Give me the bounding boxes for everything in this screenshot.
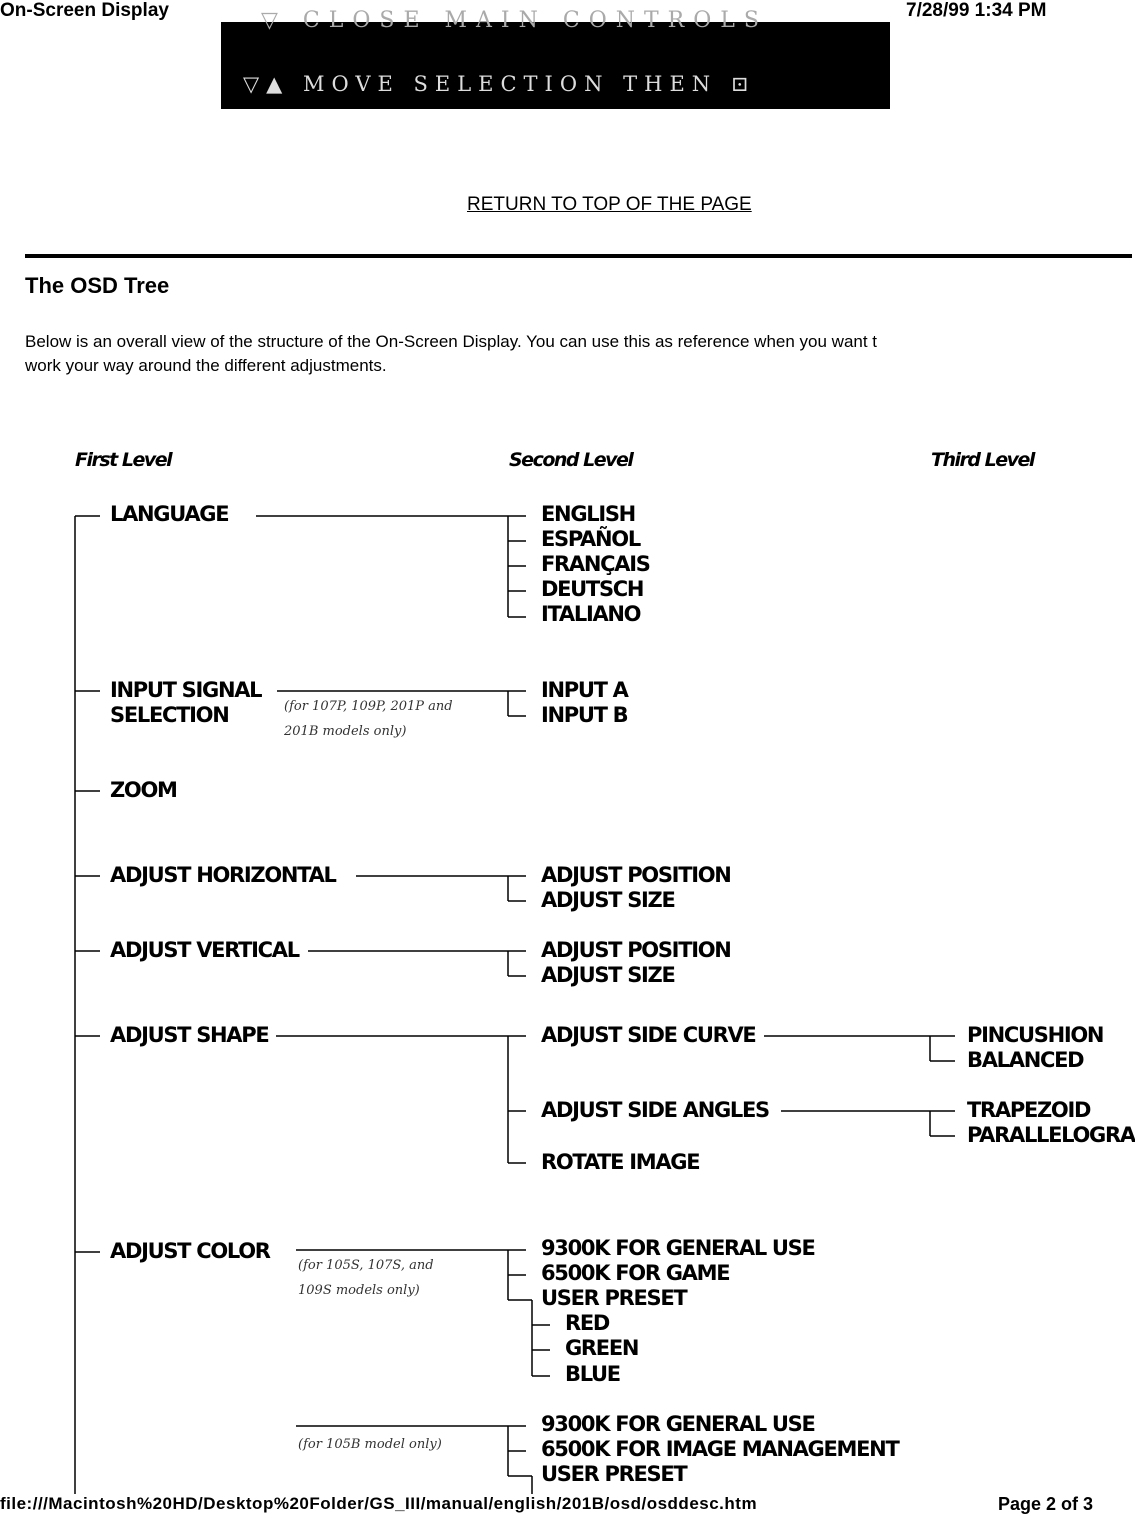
tree-item-francais: FRANÇAIS	[541, 552, 650, 576]
tree-item-adjust-horizontal: ADJUST HORIZONTAL	[110, 863, 336, 887]
tree-item-pincushion: PINCUSHION	[967, 1023, 1104, 1047]
tree-item-9300k-b: 9300K FOR GENERAL USE	[541, 1412, 815, 1436]
tree-item-side-curve: ADJUST SIDE CURVE	[541, 1023, 756, 1047]
banner-line-2: ▽▲ MOVE SELECTION THEN ⊡	[243, 72, 756, 96]
tree-item-balanced: BALANCED	[967, 1048, 1084, 1072]
tree-item-parallelogram: PARALLELOGRA	[967, 1123, 1135, 1147]
tree-item-v-size: ADJUST SIZE	[541, 963, 675, 987]
tree-item-italiano: ITALIANO	[541, 602, 641, 626]
intro-line-2: work your way around the different adjustments.	[25, 356, 387, 375]
color-note-line-2: 109S models only)	[298, 1283, 420, 1298]
tree-item-deutsch: DEUTSCH	[541, 577, 644, 601]
tree-item-language: LANGUAGE	[110, 502, 229, 526]
tree-item-input-b: INPUT B	[541, 703, 628, 727]
tree-item-input-selection: SELECTION	[110, 703, 229, 727]
input-note-line-2: 201B models only)	[284, 724, 407, 739]
tree-item-espanol: ESPAÑOL	[541, 527, 640, 551]
return-to-top-link[interactable]: RETURN TO TOP OF THE PAGE	[467, 194, 752, 215]
window-title: On-Screen Display	[0, 0, 169, 21]
third-level-heading: Third Level	[931, 449, 1034, 471]
second-level-heading: Second Level	[509, 449, 633, 471]
footer-file-path: file:///Macintosh%20HD/Desktop%20Folder/GS_III/manual/english/201B/osd/osddesc.htm	[0, 1494, 758, 1513]
color-note-model-b: (for 105B model only)	[298, 1437, 442, 1452]
tree-item-rotate-image: ROTATE IMAGE	[541, 1150, 700, 1174]
footer-page-number: Page 2 of 3	[998, 1494, 1094, 1514]
tree-item-zoom: ZOOM	[110, 778, 177, 802]
tree-item-9300k: 9300K FOR GENERAL USE	[541, 1236, 815, 1260]
input-note-line-1: (for 107P, 109P, 201P and	[284, 699, 453, 714]
tree-item-side-angles: ADJUST SIDE ANGLES	[541, 1098, 769, 1122]
tree-item-trapezoid: TRAPEZOID	[967, 1098, 1091, 1122]
print-datetime: 7/28/99 1:34 PM	[906, 0, 1047, 21]
tree-item-6500k-game: 6500K FOR GAME	[541, 1261, 730, 1285]
tree-item-6500k-image: 6500K FOR IMAGE MANAGEMENT	[541, 1437, 899, 1461]
tree-item-blue: BLUE	[565, 1362, 620, 1386]
tree-item-h-position: ADJUST POSITION	[541, 863, 731, 887]
banner-line-1: ▽ CLOSE MAIN CONTROLS	[261, 8, 768, 33]
tree-item-h-size: ADJUST SIZE	[541, 888, 675, 912]
tree-item-user-preset-b: USER PRESET	[541, 1462, 687, 1486]
color-note-line-1: (for 105S, 107S, and	[298, 1258, 434, 1273]
tree-item-red: RED	[565, 1311, 610, 1335]
tree-item-adjust-shape: ADJUST SHAPE	[110, 1023, 269, 1047]
section-title: The OSD Tree	[25, 273, 170, 298]
tree-item-input-a: INPUT A	[541, 678, 628, 702]
tree-item-v-position: ADJUST POSITION	[541, 938, 731, 962]
intro-line-1: Below is an overall view of the structure of the On-Screen Display. You can use this as reference when you want t	[25, 332, 878, 351]
tree-item-adjust-color: ADJUST COLOR	[110, 1239, 270, 1263]
tree-item-user-preset: USER PRESET	[541, 1286, 687, 1310]
first-level-heading: First Level	[75, 449, 172, 471]
tree-item-adjust-vertical: ADJUST VERTICAL	[110, 938, 299, 962]
tree-item-english: ENGLISH	[541, 502, 635, 526]
tree-item-input-signal: INPUT SIGNAL	[110, 678, 262, 702]
tree-item-green: GREEN	[565, 1336, 639, 1360]
